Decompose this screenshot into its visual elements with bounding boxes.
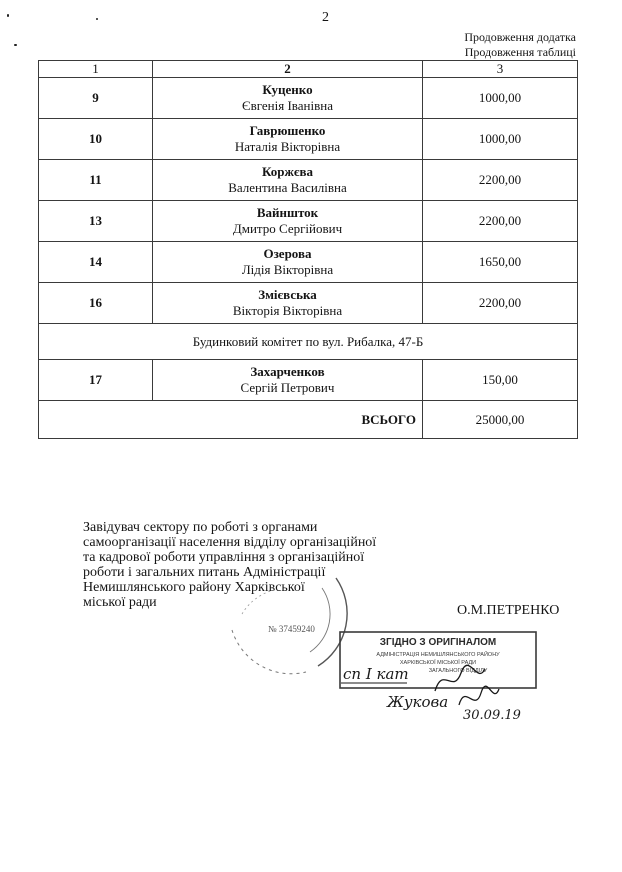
recipient-cell [153,242,423,283]
row-number: 11 [39,160,153,201]
group-heading: Будинковий комітет по вул. Рибалка, 47-Б [39,324,578,360]
continuation-appendix-label: Продовження додатка [464,30,576,44]
handwritten-name: Жукова [387,693,449,711]
total-label: ВСЬОГО [361,411,416,427]
header-cell: 3 [423,61,578,78]
grants-table [38,60,578,439]
amount-cell: 2200,00 [423,201,578,242]
handwritten-date: 30.09.19 [463,708,521,723]
amount-cell: 1000,00 [423,78,578,119]
recipient-surname: Гаврюшенко [249,123,326,138]
recipient-surname: Змієвська [258,287,317,302]
header-cell: 1 [39,61,153,78]
signatory-position-line: Немишлянського району Харківської [83,580,305,595]
table-row [39,201,578,242]
recipient-given-names: Валентина Василівна [228,180,347,195]
stamp-title: ЗГІДНО З ОРИГІНАЛОМ [379,637,497,648]
recipient-surname: Озерова [263,246,312,261]
recipient-cell [153,360,423,401]
handwritten-position: сп I кат [343,665,409,683]
recipient-given-names: Дмитро Сергійович [232,221,343,236]
recipient-surname: Коржєва [261,164,314,179]
amount-cell: 1650,00 [423,242,578,283]
table-row [39,119,578,160]
recipient-given-names: Сергій Петрович [240,380,335,395]
total-amount: 25000,00 [423,401,578,439]
page-number: 2 [322,10,329,25]
signatory-position-line: роботи і загальних питань Адміністрації [83,565,326,580]
signature-squiggle [459,686,499,705]
total-row [39,401,578,439]
recipient-cell [153,78,423,119]
scan-speck [96,18,98,20]
table-header-row [39,61,578,78]
recipient-surname: Куценко [262,82,313,97]
stamp-line: АДМІНІСТРАЦІЯ НЕМИШЛЯНСЬКОГО РАЙОНУ [376,652,500,658]
recipient-cell [153,201,423,242]
scan-speck [14,44,17,46]
signatory-position-line: самоорганізації населення відділу організаційної [83,535,377,550]
recipient-given-names: Євгенія Іванівна [242,98,333,113]
table-row [39,242,578,283]
signatory-position-line: Завідувач сектору по роботі з органами [83,520,318,535]
recipient-given-names: Вікторія Вікторівна [232,303,343,318]
scan-speck [7,14,9,17]
recipient-given-names: Наталія Вікторівна [234,139,341,154]
group-heading-row [39,324,578,360]
header-cell: 2 [153,61,423,78]
stamp-line: ЗАГАЛЬНОГО ВІДДІЛУ [428,668,488,674]
table-row [39,160,578,201]
recipient-cell [153,160,423,201]
table-row [39,78,578,119]
row-number: 9 [39,78,153,119]
continuation-table-label: Продовження таблиці [464,45,576,59]
amount-cell: 2200,00 [423,283,578,324]
amount-cell: 1000,00 [423,119,578,160]
signature-squiggle [435,665,485,691]
table-row [39,283,578,324]
recipient-cell [153,283,423,324]
total-label-cell [39,401,423,439]
handwritten-certification [335,655,565,735]
stamp-line: ХАРКІВСЬКОЇ МІСЬКОЇ РАДИ [399,660,477,666]
row-number: 16 [39,283,153,324]
row-number: 14 [39,242,153,283]
row-number: 13 [39,201,153,242]
table-row [39,360,578,401]
row-number: 10 [39,119,153,160]
recipient-surname: Вайншток [256,205,319,220]
recipient-surname: Захарченков [250,364,325,379]
signatory-name: О.М.ПЕТРЕНКО [457,603,560,618]
signatory-position-line: міської ради [83,595,157,610]
signatory-position-line: та кадрової роботи управління з організаційної [83,550,365,565]
amount-cell: 2200,00 [423,160,578,201]
amount-cell: 150,00 [423,360,578,401]
seal-registration-number: № 37459240 [268,624,315,634]
recipient-cell [153,119,423,160]
row-number: 17 [39,360,153,401]
recipient-given-names: Лідія Вікторівна [241,262,334,277]
